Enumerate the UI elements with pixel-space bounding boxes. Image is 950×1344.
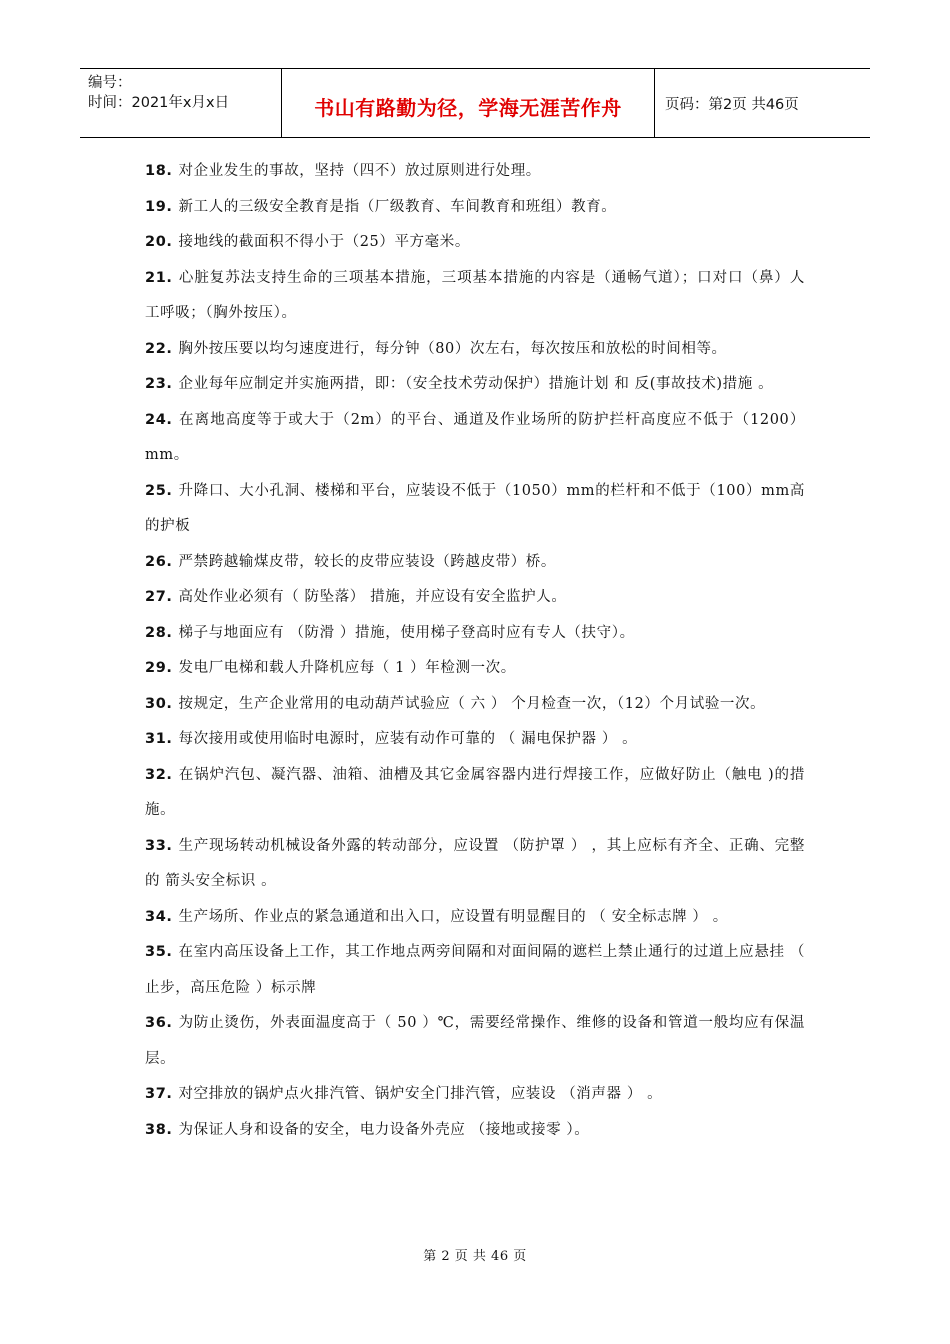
page-info: 页码：第2页 共46页 [665,96,799,113]
question-item [145,580,805,616]
question-item [145,1113,805,1149]
header-page-info [655,69,870,137]
question-item [145,261,805,332]
question-number: 22. [145,340,173,357]
question-item [145,687,805,723]
question-text: 每次接用或使用临时电源时，应装有动作可靠的 （ 漏电保护器 ） 。 [178,731,638,747]
question-text: 对企业发生的事故，坚持（四不）放过原则进行处理。 [178,163,541,179]
question-number: 26. [145,553,173,570]
question-item [145,332,805,368]
question-text: 新工人的三级安全教育是指（厂级教育、车间教育和班组）教育。 [178,198,617,215]
question-number: 30. [145,695,173,712]
question-item [145,154,805,190]
page-header [80,68,870,138]
question-number: 19. [145,198,173,215]
question-number: 37. [145,1086,173,1102]
question-text: 胸外按压要以均匀速度进行，每分钟（80）次左右，每次按压和放松的时间相等。 [178,340,727,357]
question-item [145,935,805,1006]
question-text: 为防止烫伤，外表面温度高于（ 50 ）℃，需要经常操作、维修的设备和管道一般均应有保温层。 [145,1015,805,1067]
question-number: 23. [145,376,173,392]
question-number: 20. [145,234,173,250]
question-text: 心脏复苏法支持生命的三项基本措施，三项基本措施的内容是（通畅气道）；口对口（鼻）人工呼吸；（胸外按压）。 [145,269,805,321]
question-text: 生产现场转动机械设备外露的转动部分，应设置 （防护罩 ） ，其上应标有齐全、正确、完整的 箭头安全标识 。 [145,837,805,889]
question-number: 38. [145,1121,173,1138]
question-text: 按规定，生产企业常用的电动葫芦试验应（ 六 ） 个月检查一次，（12）个月试验一次。 [178,695,766,712]
question-list [145,154,805,1148]
question-item [145,403,805,474]
question-item [145,900,805,936]
question-number: 21. [145,269,173,286]
question-item [145,474,805,545]
question-text: 发电厂电梯和载人升降机应每（ 1 ）年检测一次。 [178,660,516,676]
header-meta [80,69,282,137]
date-label: 时间：2021年x月x日 [88,95,230,111]
question-item [145,225,805,261]
question-number: 27. [145,589,173,605]
question-number: 34. [145,908,173,925]
question-item [145,651,805,687]
question-text: 接地线的截面积不得小于（25）平方毫米。 [178,234,470,250]
question-number: 36. [145,1015,173,1031]
question-text: 在锅炉汽包、凝汽器、油箱、油槽及其它金属容器内进行焊接工作，应做好防止（触电 )的措施。 [145,766,805,818]
question-number: 24. [145,411,173,428]
code-label: 编号： [88,75,132,91]
page-footer: 第 2 页 共 46 页 [423,1249,527,1264]
question-text: 对空排放的锅炉点火排汽管、锅炉安全门排汽管，应装设 （消声器 ） 。 [178,1086,663,1102]
question-text: 升降口、大小孔洞、楼梯和平台，应装设不低于（1050）mm的栏杆和不低于（100）mm高的护板 [145,482,805,534]
question-item [145,829,805,900]
question-number: 32. [145,766,173,783]
question-number: 31. [145,731,173,747]
question-item [145,545,805,581]
question-text: 在室内高压设备上工作，其工作地点两旁间隔和对面间隔的遮栏上禁止通行的过道上应悬挂 （ 止步，高压危险 ）标示牌 [145,944,805,996]
question-item [145,758,805,829]
question-number: 18. [145,163,173,179]
question-text: 企业每年应制定并实施两措，即：（安全技术劳动保护）措施计划 和 反(事故技术)措施 。 [178,376,774,392]
question-text: 高处作业必须有（ 防坠落） 措施，并应设有安全监护人。 [178,589,567,605]
question-text: 生产场所、作业点的紧急通道和出入口，应设置有明显醒目的 （ 安全标志牌 ） 。 [178,908,728,925]
question-number: 28. [145,624,173,641]
question-item [145,616,805,652]
question-number: 25. [145,482,173,499]
question-item [145,1006,805,1077]
question-item [145,722,805,758]
question-text: 在离地高度等于或大于（2m）的平台、通道及作业场所的防护拦杆高度应不低于（1200）mm。 [145,411,805,463]
question-item [145,367,805,403]
question-number: 35. [145,944,173,960]
question-item [145,1077,805,1113]
question-number: 33. [145,837,173,854]
question-number: 29. [145,660,173,676]
question-text: 梯子与地面应有 （防滑 ）措施，使用梯子登高时应有专人（扶守）。 [178,624,635,641]
question-item [145,190,805,226]
header-motto-cell [282,69,655,137]
question-text: 为保证人身和设备的安全，电力设备外壳应 （接地或接零 ）。 [178,1121,590,1138]
motto: 书山有路勤为径，学海无涯苦作舟 [314,95,622,120]
question-text: 严禁跨越输煤皮带，较长的皮带应装设（跨越皮带）桥。 [178,553,556,570]
